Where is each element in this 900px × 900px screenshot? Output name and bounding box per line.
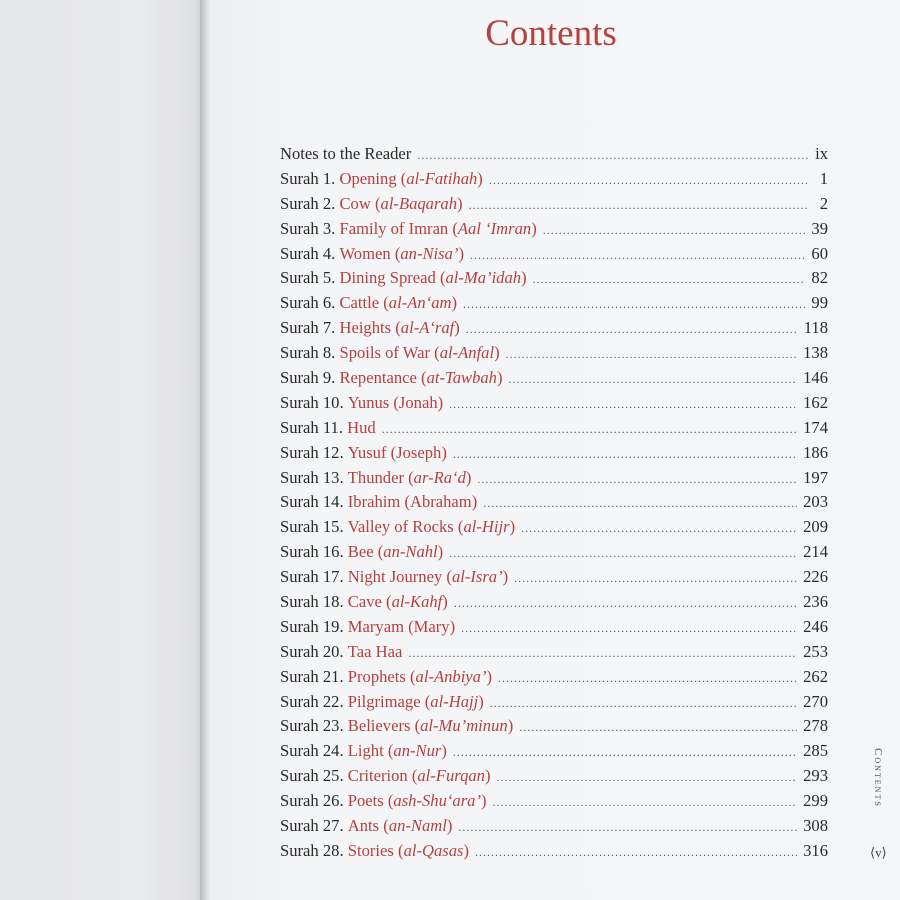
entry-title: Night Journey xyxy=(347,567,443,587)
transliteration-text: al-An‘am xyxy=(388,293,452,313)
entry-prefix: Surah 10. xyxy=(280,392,344,412)
leader-dots xyxy=(497,770,798,785)
toc-entry[interactable] xyxy=(280,741,828,766)
leader-dots xyxy=(382,422,797,437)
entry-transliteration: (al-An‘am) xyxy=(379,293,458,313)
entry-prefix: Surah 12. xyxy=(280,442,344,462)
entry-page-number: 270 xyxy=(803,691,828,711)
entry-prefix: Surah 20. xyxy=(280,641,344,661)
entry-prefix: Surah 14. xyxy=(280,492,344,512)
entry-page-number: 82 xyxy=(811,268,828,288)
entry-page-number: 118 xyxy=(803,318,828,338)
toc-entry[interactable] xyxy=(280,268,828,293)
entry-page-number: 2 xyxy=(819,193,828,213)
transliteration-text: al-A‘raf xyxy=(400,318,455,338)
entry-transliteration: (al-Furqan) xyxy=(407,766,491,786)
entry-page-number: 246 xyxy=(803,616,828,636)
entry-prefix: Surah 7. xyxy=(280,318,336,338)
toc-entry[interactable] xyxy=(280,617,828,642)
transliteration-text: al-Fatihah xyxy=(406,168,478,188)
leader-dots xyxy=(533,272,806,287)
leader-dots xyxy=(519,720,797,735)
transliteration-text: at-Tawbah xyxy=(426,368,497,388)
entry-prefix: Surah 25. xyxy=(280,766,344,786)
leader-dots xyxy=(458,820,797,835)
book-gutter xyxy=(200,0,212,900)
leader-dots xyxy=(514,571,797,586)
entry-prefix: Surah 15. xyxy=(280,517,344,537)
leader-dots xyxy=(469,198,808,213)
entry-title: Criterion xyxy=(347,766,408,786)
entry-title: Prophets xyxy=(347,666,406,686)
entry-transliteration: (Aal ‘Imran) xyxy=(448,218,537,238)
entry-title: Ants xyxy=(347,816,380,836)
entry-prefix: Surah 5. xyxy=(280,268,336,288)
entry-transliteration: (ash-Shu‘ara’) xyxy=(383,791,487,811)
entry-page-number: 262 xyxy=(803,666,828,686)
entry-transliteration: (al-Qasas) xyxy=(393,840,470,860)
leader-dots xyxy=(417,148,808,163)
leader-dots xyxy=(449,397,797,412)
entry-title: Dining Spread xyxy=(339,268,436,288)
running-head: Contents xyxy=(872,748,884,808)
entry-page-number: 308 xyxy=(803,816,828,836)
entry-prefix: Surah 28. xyxy=(280,840,344,860)
transliteration-text: al-Anfal xyxy=(439,343,495,363)
leader-dots xyxy=(453,447,797,462)
entry-title: Bee xyxy=(347,542,374,562)
entry-title: Believers xyxy=(347,716,411,736)
leader-dots xyxy=(408,646,797,661)
entry-title: Heights xyxy=(339,318,392,338)
entry-transliteration: (at-Tawbah) xyxy=(416,368,503,388)
entry-prefix: Surah 11. xyxy=(280,417,343,437)
entry-title: Ibrahim (Abraham) xyxy=(347,492,478,512)
entry-prefix: Surah 19. xyxy=(280,616,344,636)
left-page xyxy=(0,0,203,900)
entry-transliteration: (an-Naml) xyxy=(379,816,453,836)
entry-page-number: ix xyxy=(815,144,828,163)
toc-entry[interactable] xyxy=(280,194,828,219)
entry-title: Hud xyxy=(347,417,376,437)
entry-prefix: Notes to the Reader xyxy=(280,144,412,163)
toc-entry[interactable] xyxy=(280,219,828,244)
entry-page-number: 186 xyxy=(803,442,828,462)
entry-page-number: 278 xyxy=(803,716,828,736)
leader-dots xyxy=(543,223,806,238)
leader-dots xyxy=(463,297,805,312)
entry-page-number: 203 xyxy=(803,492,828,512)
toc-entry[interactable] xyxy=(280,492,828,517)
entry-transliteration: (al-Ma’idah) xyxy=(435,268,527,288)
leader-dots xyxy=(506,347,797,362)
toc-entry[interactable] xyxy=(280,318,828,343)
toc-entry[interactable] xyxy=(280,368,828,393)
entry-transliteration: (al-Baqarah) xyxy=(370,193,463,213)
entry-page-number: 99 xyxy=(811,293,828,313)
entry-page-number: 39 xyxy=(811,218,828,238)
toc-entry[interactable] xyxy=(280,592,828,617)
entry-prefix: Surah 24. xyxy=(280,741,344,761)
toc-entry[interactable] xyxy=(280,443,828,468)
entry-title: Cattle xyxy=(339,293,380,313)
leader-dots xyxy=(475,845,797,860)
entry-title: Women xyxy=(339,243,391,263)
leader-dots xyxy=(477,472,797,487)
toc-entry[interactable] xyxy=(280,841,828,866)
leader-dots xyxy=(498,671,797,686)
toc-entry[interactable] xyxy=(280,244,828,269)
entry-prefix: Surah 1. xyxy=(280,168,336,188)
entry-title: Poets xyxy=(347,791,384,811)
entry-prefix: Surah 3. xyxy=(280,218,336,238)
toc-entry[interactable] xyxy=(280,418,828,443)
entry-page-number: 293 xyxy=(803,766,828,786)
entry-page-number: 226 xyxy=(803,567,828,587)
entry-transliteration: (an-Nur) xyxy=(383,741,447,761)
entry-transliteration: (al-Anfal) xyxy=(430,343,500,363)
entry-page-number: 197 xyxy=(803,467,828,487)
transliteration-text: al-Ma’idah xyxy=(445,268,522,288)
leader-dots xyxy=(454,596,797,611)
entry-title: Valley of Rocks xyxy=(347,517,454,537)
toc-entry[interactable] xyxy=(280,169,828,194)
toc-entry[interactable] xyxy=(280,144,828,169)
entry-page-number: 146 xyxy=(803,368,828,388)
entry-prefix: Surah 13. xyxy=(280,467,344,487)
entry-transliteration: (an-Nisa’) xyxy=(390,243,464,263)
transliteration-text: ash-Shu‘ara’ xyxy=(393,791,481,811)
entry-prefix: Surah 8. xyxy=(280,343,336,363)
entry-title: Yusuf (Joseph) xyxy=(347,442,447,462)
entry-title: Yunus (Jonah) xyxy=(347,392,444,412)
entry-page-number: 138 xyxy=(803,343,828,363)
leader-dots xyxy=(461,621,797,636)
entry-title: Opening xyxy=(339,168,397,188)
entry-page-number: 253 xyxy=(803,641,828,661)
entry-title: Taa Haa xyxy=(347,641,403,661)
entry-transliteration: (al-Hijr) xyxy=(453,517,516,537)
entry-transliteration: (al-Mu’minun) xyxy=(410,716,514,736)
entry-transliteration: (al-Anbiya’) xyxy=(405,666,493,686)
entry-transliteration: (al-Fatihah) xyxy=(396,168,483,188)
entry-transliteration: (al-Isra’) xyxy=(442,567,509,587)
leader-dots xyxy=(449,546,797,561)
transliteration-text: al-Kahf xyxy=(391,592,443,612)
entry-page-number: 174 xyxy=(803,417,828,437)
toc-entry[interactable] xyxy=(280,716,828,741)
entry-prefix: Surah 22. xyxy=(280,691,344,711)
toc-entry[interactable] xyxy=(280,692,828,717)
entry-title: Repentance xyxy=(339,368,417,388)
entry-page-number: 214 xyxy=(803,542,828,562)
entry-page-number: 236 xyxy=(803,592,828,612)
entry-prefix: Surah 4. xyxy=(280,243,336,263)
leader-dots xyxy=(470,248,805,263)
entry-title: Cave xyxy=(347,592,382,612)
entry-prefix: Surah 27. xyxy=(280,816,344,836)
toc-entry[interactable] xyxy=(280,791,828,816)
entry-prefix: Surah 16. xyxy=(280,542,344,562)
toc-entry[interactable] xyxy=(280,642,828,667)
transliteration-text: al-Furqan xyxy=(417,766,485,786)
page-title: Contents xyxy=(485,13,617,54)
entry-title: Spoils of War xyxy=(339,343,431,363)
entry-title: Light xyxy=(347,741,384,761)
transliteration-text: an-Naml xyxy=(388,816,447,836)
toc-entry[interactable] xyxy=(280,343,828,368)
leader-dots xyxy=(493,795,798,810)
transliteration-text: al-Anbiya’ xyxy=(415,666,487,686)
leader-dots xyxy=(521,521,797,536)
entry-title: Family of Imran xyxy=(339,218,449,238)
entry-page-number: 60 xyxy=(811,243,828,263)
entry-prefix: Surah 21. xyxy=(280,666,344,686)
entry-prefix: Surah 9. xyxy=(280,368,336,388)
toc-entry[interactable] xyxy=(280,293,828,318)
transliteration-text: al-Mu’minun xyxy=(420,716,508,736)
entry-title: Thunder xyxy=(347,467,404,487)
entry-transliteration: (al-Kahf) xyxy=(381,592,448,612)
transliteration-text: an-Nahl xyxy=(383,542,438,562)
entry-title: Maryam (Mary) xyxy=(347,616,456,636)
leader-dots xyxy=(453,745,797,760)
leader-dots xyxy=(490,696,797,711)
entry-prefix: Surah 26. xyxy=(280,791,344,811)
entry-prefix: Surah 23. xyxy=(280,716,344,736)
transliteration-text: al-Qasas xyxy=(403,840,464,860)
entry-prefix: Surah 6. xyxy=(280,293,336,313)
entry-prefix: Surah 17. xyxy=(280,567,344,587)
entry-transliteration: (al-A‘raf) xyxy=(391,318,460,338)
toc-entry[interactable] xyxy=(280,542,828,567)
transliteration-text: ar-Ra‘d xyxy=(413,467,466,487)
entry-title: Pilgrimage xyxy=(347,691,421,711)
transliteration-text: al-Isra’ xyxy=(451,567,503,587)
toc-entry[interactable] xyxy=(280,517,828,542)
entry-prefix: Surah 18. xyxy=(280,592,344,612)
transliteration-text: al-Baqarah xyxy=(380,193,458,213)
transliteration-text: an-Nur xyxy=(393,741,442,761)
leader-dots xyxy=(509,372,798,387)
transliteration-text: al-Hijr xyxy=(463,517,510,537)
page-number: ⟨v⟩ xyxy=(870,845,887,860)
entry-page-number: 209 xyxy=(803,517,828,537)
entry-transliteration: (al-Hajj) xyxy=(420,691,484,711)
toc-entry[interactable] xyxy=(280,567,828,592)
toc-entry[interactable] xyxy=(280,468,828,493)
entry-page-number: 316 xyxy=(803,840,828,860)
entry-page-number: 285 xyxy=(803,741,828,761)
leader-dots xyxy=(489,173,808,188)
leader-dots xyxy=(466,322,798,337)
transliteration-text: al-Hajj xyxy=(430,691,479,711)
entry-transliteration: (an-Nahl) xyxy=(373,542,444,562)
toc-entry[interactable] xyxy=(280,667,828,692)
entry-page-number: 1 xyxy=(819,168,828,188)
entry-page-number: 162 xyxy=(803,392,828,412)
toc-entry[interactable] xyxy=(280,816,828,841)
toc-entry[interactable] xyxy=(280,766,828,791)
toc-entry[interactable] xyxy=(280,393,828,418)
transliteration-text: Aal ‘Imran xyxy=(457,218,532,238)
entry-title: Stories xyxy=(347,840,394,860)
entry-page-number: 299 xyxy=(803,791,828,811)
transliteration-text: an-Nisa’ xyxy=(400,243,459,263)
table-of-contents xyxy=(280,144,828,866)
entry-prefix: Surah 2. xyxy=(280,193,336,213)
entry-title: Cow xyxy=(339,193,371,213)
leader-dots xyxy=(483,496,797,511)
entry-transliteration: (ar-Ra‘d) xyxy=(403,467,472,487)
